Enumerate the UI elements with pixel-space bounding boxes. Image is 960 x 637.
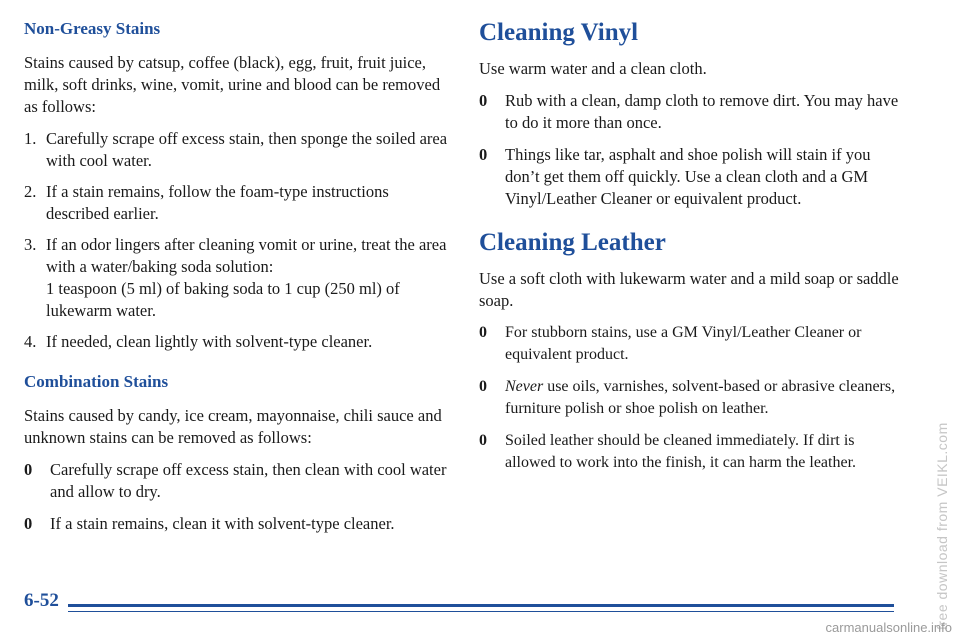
bullet-text: For stubborn stains, use a GM Vinyl/Leather Cleaner or equivalent product. <box>505 324 862 363</box>
left-column <box>24 18 454 545</box>
heading-combination-stains: Combination Stains <box>24 372 169 391</box>
step-text: If needed, clean lightly with solvent-type cleaner. <box>46 332 373 351</box>
footer-rule-thick <box>68 604 894 607</box>
bullet-emphasis: Never <box>505 378 544 395</box>
footer-rule-thin <box>68 611 894 612</box>
bullet-marker: 0 <box>479 432 487 449</box>
leather-intro: Use a soft cloth with lukewarm water and a mild soap or saddle soap. <box>479 269 899 310</box>
bullet-marker: 0 <box>479 91 488 110</box>
bullet-item <box>479 376 899 420</box>
bullet-marker: 0 <box>24 514 33 533</box>
vinyl-bullets <box>479 90 899 210</box>
combination-bullets <box>24 459 454 535</box>
heading-cleaning-leather: Cleaning Leather <box>479 229 666 256</box>
bullet-marker: 0 <box>24 460 33 479</box>
bullet-text: Soiled leather should be cleaned immediately. If dirt is allowed to work into the finish, it can harm the leather. <box>505 432 857 471</box>
right-column <box>479 18 899 484</box>
vinyl-intro: Use warm water and a clean cloth. <box>479 59 707 78</box>
step-number: 2. <box>24 182 37 201</box>
step-text: If a stain remains, follow the foam-type instructions described earlier. <box>46 182 389 223</box>
bullet-item <box>24 513 454 535</box>
bullet-text: use oils, varnishes, solvent-based or abrasive cleaners, furniture polish or shoe polish on leather. <box>505 378 896 417</box>
step-item <box>24 331 454 353</box>
non-greasy-steps <box>24 128 454 353</box>
step-text: Carefully scrape off excess stain, then sponge the soiled area with cool water. <box>46 129 448 170</box>
step-number: 4. <box>24 332 37 351</box>
step-item <box>24 181 454 225</box>
bullet-item <box>479 90 899 134</box>
bottom-watermark: carmanualsonline.info <box>825 620 952 635</box>
bullet-item <box>479 322 899 366</box>
heading-cleaning-vinyl: Cleaning Vinyl <box>479 19 639 46</box>
bullet-item <box>479 144 899 210</box>
bullet-item <box>479 430 899 474</box>
bullet-item <box>24 459 454 503</box>
step-text: If an odor lingers after cleaning vomit or urine, treat the area with a water/baking soda solution: <box>46 235 447 276</box>
step-text-ratio: 1 teaspoon (5 ml) of baking soda to 1 cup (250 ml) of lukewarm water. <box>46 279 400 320</box>
step-item <box>24 128 454 172</box>
bullet-text: Things like tar, asphalt and shoe polish will stain if you don’t get them off quickly. Use a clean cloth and a GM Vinyl/Leather Cleaner or equivalent product. <box>505 145 871 208</box>
step-number: 1. <box>24 129 37 148</box>
bullet-text: Carefully scrape off excess stain, then clean with cool water and allow to dry. <box>50 460 447 501</box>
side-watermark: free download from VEIKL.com <box>934 422 950 630</box>
bullet-marker: 0 <box>479 378 487 395</box>
leather-bullets <box>479 322 899 474</box>
step-number: 3. <box>24 235 37 254</box>
bullet-text: If a stain remains, clean it with solvent-type cleaner. <box>50 514 395 533</box>
bullet-marker: 0 <box>479 145 488 164</box>
non-greasy-intro: Stains caused by catsup, coffee (black), egg, fruit, fruit juice, milk, soft drinks, wine, vomit, urine and blood can be removed as follows: <box>24 53 441 116</box>
heading-non-greasy-stains: Non-Greasy Stains <box>24 19 161 38</box>
combination-intro: Stains caused by candy, ice cream, mayonnaise, chili sauce and unknown stains can be removed as follows: <box>24 406 442 447</box>
bullet-marker: 0 <box>479 324 487 341</box>
bullet-text: Rub with a clean, damp cloth to remove dirt. You may have to do it more than once. <box>505 91 899 132</box>
step-item <box>24 234 454 322</box>
page-number: 6-52 <box>24 590 59 611</box>
